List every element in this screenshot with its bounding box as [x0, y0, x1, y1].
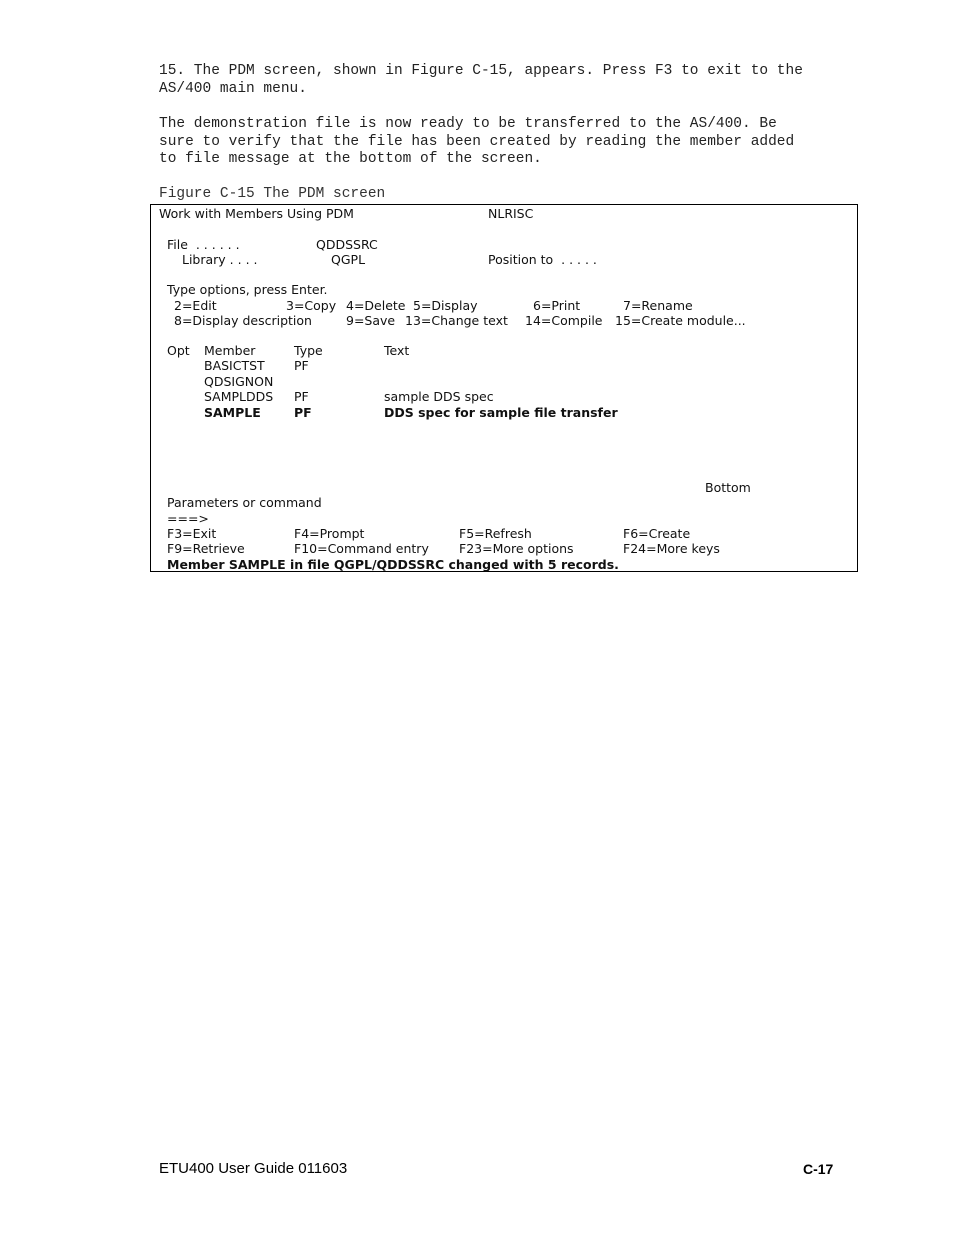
f23-more-options-key[interactable]: F23=More options [459, 541, 574, 556]
parameters-label: Parameters or command [167, 495, 322, 510]
f3-exit-key[interactable]: F3=Exit [167, 526, 217, 541]
option-create-module: 15=Create module... [615, 313, 746, 328]
member-name[interactable]: SAMPLDDS [204, 389, 274, 404]
member-type: PF [294, 405, 312, 420]
f9-retrieve-key[interactable]: F9=Retrieve [167, 541, 245, 556]
column-header-type: Type [294, 343, 323, 358]
column-header-opt: Opt [167, 343, 190, 358]
option-compile: 14=Compile [525, 313, 603, 328]
f24-more-keys-key[interactable]: F24=More keys [623, 541, 720, 556]
figure-caption: Figure C-15 The PDM screen [159, 186, 386, 202]
option-copy: 3=Copy [286, 298, 337, 313]
member-name[interactable]: SAMPLE [204, 405, 261, 420]
f6-create-key[interactable]: F6=Create [623, 526, 691, 541]
option-delete: 4=Delete [346, 298, 406, 313]
option-change-text: 13=Change text [405, 313, 508, 328]
pdm-screen [150, 204, 858, 572]
footer-title: ETU400 User Guide 011603 [159, 1160, 348, 1177]
member-type: PF [294, 358, 309, 373]
option-display-description: 8=Display description [174, 313, 312, 328]
position-to-field[interactable]: Position to . . . . . [488, 252, 597, 267]
member-text: sample DDS spec [384, 389, 494, 404]
f4-prompt-key[interactable]: F4=Prompt [294, 526, 365, 541]
column-header-text: Text [384, 343, 410, 358]
column-header-member: Member [204, 343, 256, 358]
f5-refresh-key[interactable]: F5=Refresh [459, 526, 532, 541]
option-save: 9=Save [346, 313, 396, 328]
member-name[interactable]: QDSIGNON [204, 374, 274, 389]
file-value[interactable]: QDDSSRC [316, 237, 378, 252]
library-value[interactable]: QGPL [331, 252, 366, 267]
command-prompt[interactable]: ===> [167, 511, 209, 526]
page-number: C-17 [803, 1161, 834, 1177]
member-text: DDS spec for sample file transfer [384, 405, 618, 420]
system-name: NLRISC [488, 206, 534, 221]
option-display: 5=Display [413, 298, 478, 313]
bottom-indicator: Bottom [705, 480, 751, 495]
member-name[interactable]: BASICTST [204, 358, 265, 373]
option-print: 6=Print [533, 298, 581, 313]
f10-command-entry-key[interactable]: F10=Command entry [294, 541, 429, 556]
instruction-paragraph: The demonstration file is now ready to be transferred to the AS/400. Be sure to verify that the file has been created by reading the member added to file message at the bottom of the screen. [159, 116, 795, 168]
status-message: Member SAMPLE in file QGPL/QDDSSRC changed with 5 records. [167, 557, 619, 572]
option-edit: 2=Edit [174, 298, 217, 313]
option-rename: 7=Rename [623, 298, 693, 313]
type-options-instruction: Type options, press Enter. [167, 282, 328, 297]
library-label: Library . . . . [182, 252, 258, 267]
screen-title: Work with Members Using PDM [159, 206, 354, 221]
step-15-paragraph: 15. The PDM screen, shown in Figure C-15, appears. Press F3 to exit to the AS/400 main menu. [159, 63, 803, 97]
file-label: File . . . . . . [167, 237, 240, 252]
member-type: PF [294, 389, 309, 404]
